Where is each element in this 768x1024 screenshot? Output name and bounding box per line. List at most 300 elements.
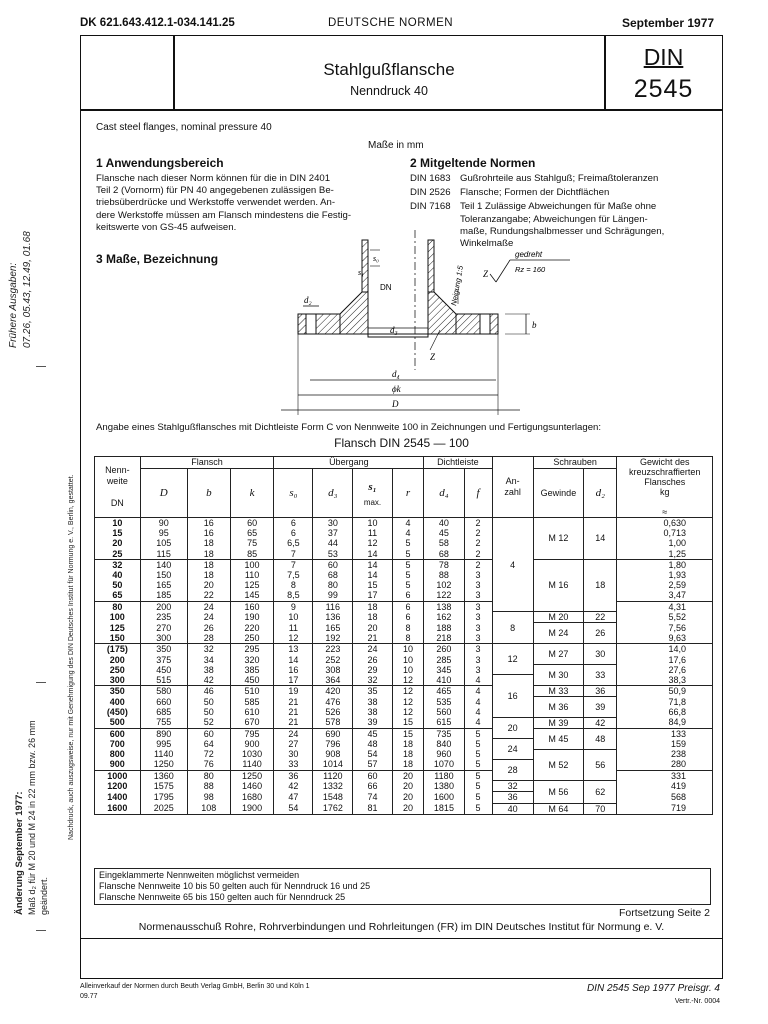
- cell-D: 1360: [140, 770, 187, 781]
- cell-s1: 48: [353, 739, 393, 749]
- cell-s0: 6: [274, 518, 313, 529]
- cell-b: 98: [187, 792, 230, 803]
- cell-f: 5: [464, 739, 492, 749]
- cell-s0: 6: [274, 528, 313, 538]
- cell-s0: 21: [274, 717, 313, 728]
- cell-dn: 1600: [95, 803, 141, 814]
- hub-section: [362, 240, 368, 292]
- cell-dn: 300: [95, 675, 141, 686]
- cell-d2: 30: [584, 644, 617, 665]
- table-row: [95, 686, 713, 697]
- cell-D: 150: [140, 570, 187, 580]
- table-row: [95, 559, 713, 570]
- cell-k: 1140: [230, 759, 273, 770]
- cell-s0: 36: [274, 770, 313, 781]
- cell-d2: 36: [584, 686, 617, 697]
- col-d4: d₄: [424, 468, 464, 517]
- bolt-hole-right: [480, 314, 490, 334]
- cell-f: 2: [464, 559, 492, 570]
- cell-r: 12: [392, 707, 424, 717]
- cell-d3: 116: [313, 601, 353, 612]
- earlier-editions-dates: 07.26, 05.43, 12.49, 01.68: [22, 231, 33, 348]
- cell-dn: 250: [95, 665, 141, 675]
- cell-bolt-count: 8: [492, 612, 533, 644]
- cell-s1: 66: [353, 781, 393, 792]
- col-anzahl: [492, 457, 533, 518]
- cell-d3: 99: [313, 590, 353, 601]
- cell-k: 250: [230, 633, 273, 644]
- group-flansch: Flansch: [140, 457, 274, 469]
- dimensions-table: [94, 456, 713, 815]
- col-b: b: [187, 468, 230, 517]
- cell-D: 995: [140, 739, 187, 749]
- cell-bolt-count: 16: [492, 675, 533, 717]
- col-dn-line: DN: [110, 498, 124, 508]
- cell-d4: 410: [424, 675, 464, 686]
- cell-d3: 1014: [313, 759, 353, 770]
- ref-text: Gußrohrteile aus Stahlguß; Freimaßtoleranzen: [460, 173, 659, 184]
- cell-weight: 66,8: [617, 707, 713, 717]
- cell-b: 22: [187, 590, 230, 601]
- cell-r: 5: [392, 538, 424, 548]
- cell-r: 10: [392, 654, 424, 664]
- col-gewinde: Gewinde: [533, 468, 583, 517]
- cell-D: 515: [140, 675, 187, 686]
- cell-k: 100: [230, 559, 273, 570]
- cell-dn: 80: [95, 601, 141, 612]
- cell-weight: 1,00: [617, 538, 713, 548]
- cell-bolt-count: 20: [492, 717, 533, 739]
- cell-dn: 125: [95, 623, 141, 633]
- cell-s1: 18: [353, 612, 393, 623]
- cell-s1: 54: [353, 749, 393, 759]
- cell-r: 6: [392, 590, 424, 601]
- cell-k: 125: [230, 580, 273, 590]
- cell-dn: 65: [95, 590, 141, 601]
- cell-dn: 1000: [95, 770, 141, 781]
- col-r: r: [392, 468, 424, 517]
- label-d2: d₂: [304, 295, 312, 305]
- cell-dn: 25: [95, 549, 141, 560]
- cell-f: 5: [464, 792, 492, 803]
- cell-d4: 68: [424, 549, 464, 560]
- table-row: [95, 623, 713, 633]
- cell-thread: M 30: [533, 665, 583, 686]
- cell-D: 450: [140, 665, 187, 675]
- margin-mark: [36, 930, 46, 931]
- bolt-hole-left: [306, 314, 316, 334]
- cell-D: 270: [140, 623, 187, 633]
- ref-text: Flansche; Formen der Dichtflächen: [460, 187, 610, 199]
- cell-r: 5: [392, 580, 424, 590]
- cell-s1: 29: [353, 665, 393, 675]
- cell-k: 510: [230, 686, 273, 697]
- col-k: k: [230, 468, 273, 517]
- cell-k: 190: [230, 612, 273, 623]
- cell-k: 160: [230, 601, 273, 612]
- cell-weight: 568: [617, 792, 713, 803]
- cell-f: 5: [464, 770, 492, 781]
- cell-d3: 44: [313, 538, 353, 548]
- cell-d4: 1600: [424, 792, 464, 803]
- cell-s0: 30: [274, 749, 313, 759]
- cell-f: 2: [464, 538, 492, 548]
- cell-s0: 21: [274, 697, 313, 707]
- cell-b: 28: [187, 633, 230, 644]
- cell-weight: 27,6: [617, 665, 713, 675]
- cell-d4: 218: [424, 633, 464, 644]
- cell-s0: 33: [274, 759, 313, 770]
- cell-k: 145: [230, 590, 273, 601]
- table-row: [95, 728, 713, 739]
- cell-d3: 1332: [313, 781, 353, 792]
- cell-D: 660: [140, 697, 187, 707]
- cell-s0: 8,5: [274, 590, 313, 601]
- table-row: [95, 675, 713, 686]
- cell-d4: 260: [424, 644, 464, 655]
- cell-k: 1680: [230, 792, 273, 803]
- cell-weight: 7,56: [617, 623, 713, 633]
- cell-b: 32: [187, 644, 230, 655]
- col-d2: d₂: [584, 468, 617, 517]
- cell-D: 235: [140, 612, 187, 623]
- cell-k: 110: [230, 570, 273, 580]
- cell-thread: M 24: [533, 623, 583, 644]
- cell-b: 20: [187, 580, 230, 590]
- cell-r: 18: [392, 749, 424, 759]
- cell-s1: 18: [353, 601, 393, 612]
- cell-dn: 600: [95, 728, 141, 739]
- cell-D: 300: [140, 633, 187, 644]
- group-uebergang: Übergang: [274, 457, 424, 469]
- cell-d4: 1380: [424, 781, 464, 792]
- cell-bolt-count: 12: [492, 644, 533, 675]
- cell-f: 4: [464, 686, 492, 697]
- footer-vertr: Vertr.-Nr. 0004: [674, 998, 720, 1005]
- cell-d2: 22: [584, 612, 617, 623]
- hub-section: [428, 240, 434, 292]
- cell-bolt-count: 4: [492, 518, 533, 612]
- cell-s0: 7: [274, 549, 313, 560]
- cell-b: 26: [187, 623, 230, 633]
- cell-d3: 578: [313, 717, 353, 728]
- cell-b: 50: [187, 697, 230, 707]
- cell-dn: 1400: [95, 792, 141, 803]
- cell-s1: 15: [353, 580, 393, 590]
- change-note-line1: Maß d₂ für M 20 und M 24 in 22 mm bzw. 26 mm: [27, 720, 37, 915]
- table-row: [95, 549, 713, 560]
- cell-d2: 18: [584, 559, 617, 611]
- label-finish: gedreht: [515, 250, 543, 259]
- col-gewicht-line: Gewicht des: [639, 457, 690, 467]
- cell-d4: 840: [424, 739, 464, 749]
- margin-mark: [36, 682, 46, 683]
- cell-b: 18: [187, 538, 230, 548]
- din-label: DIN: [643, 44, 684, 70]
- col-s1-label: s₁: [368, 480, 377, 493]
- cell-weight: 238: [617, 749, 713, 759]
- cell-r: 18: [392, 739, 424, 749]
- cell-f: 5: [464, 759, 492, 770]
- ref-code: DIN 1683: [410, 173, 451, 184]
- cell-d4: 78: [424, 559, 464, 570]
- table-row: [95, 570, 713, 580]
- cell-f: 3: [464, 590, 492, 601]
- cell-dn: 900: [95, 759, 141, 770]
- reprint-notice: Nachdruck, auch auszugsweise, nur mit Genehmigung des DIN Deutsches Institut für Normung e. V., Berlin, gestattet.: [68, 474, 75, 840]
- cell-dn: 800: [95, 749, 141, 759]
- cell-d4: 560: [424, 707, 464, 717]
- table-row: [95, 612, 713, 623]
- cell-f: 3: [464, 623, 492, 633]
- cell-r: 12: [392, 675, 424, 686]
- footer-print-date: 09.77: [80, 993, 98, 1000]
- committee: Normenausschuß Rohre, Rohrverbindungen und Rohrleitungen (FR) im DIN Deutsches Institut für Normung e. V.: [138, 921, 665, 933]
- cell-d4: 535: [424, 697, 464, 707]
- col-s1-max: max.: [363, 497, 382, 507]
- gasket-face: [368, 334, 428, 337]
- cell-f: 5: [464, 803, 492, 814]
- section-scope-line: Teil 2 (Vornorm) für PN 40 angegebenen zulässigen Be-: [96, 185, 334, 197]
- cell-f: 3: [464, 580, 492, 590]
- cell-weight: 280: [617, 759, 713, 770]
- col-dn-line: weite: [106, 476, 128, 486]
- cell-r: 8: [392, 633, 424, 644]
- cell-bolt-count: 24: [492, 739, 533, 759]
- cell-f: 3: [464, 601, 492, 612]
- cell-b: 80: [187, 770, 230, 781]
- cell-r: 6: [392, 612, 424, 623]
- cell-k: 795: [230, 728, 273, 739]
- cell-b: 34: [187, 654, 230, 664]
- cell-r: 18: [392, 759, 424, 770]
- table-note: Flansche Nennweite 65 bis 150 gelten auch für Nenndruck 25: [99, 892, 346, 902]
- cell-d4: 345: [424, 665, 464, 675]
- cell-b: 24: [187, 601, 230, 612]
- cell-D: 755: [140, 717, 187, 728]
- cell-f: 3: [464, 612, 492, 623]
- cell-D: 105: [140, 538, 187, 548]
- table-row: [95, 697, 713, 707]
- section-scope-line: triebsüberdrücke und Werkstoffe verwendet werden. An-: [96, 197, 336, 209]
- cell-k: 610: [230, 707, 273, 717]
- committee-divider: [80, 938, 723, 939]
- cell-dn: 10: [95, 518, 141, 529]
- cell-weight: 9,63: [617, 633, 713, 644]
- cell-k: 900: [230, 739, 273, 749]
- cell-r: 15: [392, 717, 424, 728]
- cell-d3: 476: [313, 697, 353, 707]
- cell-D: 350: [140, 644, 187, 655]
- cell-weight: 84,9: [617, 717, 713, 728]
- cell-f: 4: [464, 707, 492, 717]
- cell-s0: 24: [274, 728, 313, 739]
- cell-s0: 12: [274, 633, 313, 644]
- label-d4: d₄: [392, 369, 400, 379]
- cell-b: 46: [187, 686, 230, 697]
- cell-d3: 223: [313, 644, 353, 655]
- cell-d4: 58: [424, 538, 464, 548]
- label-d3: d₃: [390, 325, 398, 335]
- cell-weight: 419: [617, 781, 713, 792]
- cell-d3: 192: [313, 633, 353, 644]
- cell-thread: M 64: [533, 803, 583, 814]
- cell-d2: 62: [584, 781, 617, 803]
- label-s1: s₁: [358, 268, 364, 277]
- cell-d3: 53: [313, 549, 353, 560]
- cell-s0: 16: [274, 665, 313, 675]
- cell-s1: 14: [353, 570, 393, 580]
- cell-thread: M 16: [533, 559, 583, 611]
- cell-f: 3: [464, 570, 492, 580]
- table-row: [95, 792, 713, 803]
- cell-s1: 81: [353, 803, 393, 814]
- cell-D: 2025: [140, 803, 187, 814]
- cell-r: 4: [392, 518, 424, 529]
- cell-bolt-count: 28: [492, 759, 533, 780]
- group-dichtleiste: Dichtleiste: [424, 457, 492, 469]
- col-s0: s₀: [274, 468, 313, 517]
- cell-r: 20: [392, 781, 424, 792]
- cell-f: 3: [464, 633, 492, 644]
- cell-thread: M 20: [533, 612, 583, 623]
- cell-b: 88: [187, 781, 230, 792]
- cell-weight: 5,52: [617, 612, 713, 623]
- change-note-title: Änderung September 1977:: [14, 791, 25, 915]
- cell-f: 3: [464, 665, 492, 675]
- cell-weight: 331: [617, 770, 713, 781]
- cell-d4: 615: [424, 717, 464, 728]
- cell-f: 3: [464, 644, 492, 655]
- hub-taper: [340, 292, 368, 334]
- table-row: [95, 580, 713, 590]
- cell-s0: 47: [274, 792, 313, 803]
- cell-d3: 252: [313, 654, 353, 664]
- cell-weight: 1,80: [617, 559, 713, 570]
- label-s0: s₀: [373, 254, 379, 263]
- cell-d4: 1180: [424, 770, 464, 781]
- cell-D: 375: [140, 654, 187, 664]
- cell-s1: 26: [353, 654, 393, 664]
- cell-s1: 35: [353, 686, 393, 697]
- cell-dn: 100: [95, 612, 141, 623]
- footer-din-ref: DIN 2545 Sep 1977 Preisgr. 4: [586, 983, 720, 994]
- cell-s0: 27: [274, 739, 313, 749]
- section-dimensions-heading: 3 Maße, Bezeichnung: [96, 252, 219, 266]
- section-scope: [96, 156, 402, 234]
- cell-d3: 526: [313, 707, 353, 717]
- cell-s1: 39: [353, 717, 393, 728]
- ref-text: Winkelmaße: [460, 238, 514, 250]
- col-f: f: [464, 468, 492, 517]
- label-D: D: [392, 399, 399, 409]
- document-title: Stahlgußflansche: [323, 60, 455, 79]
- cell-s1: 17: [353, 590, 393, 601]
- table-row: [95, 739, 713, 749]
- cell-k: 1900: [230, 803, 273, 814]
- cell-r: 20: [392, 770, 424, 781]
- cell-b: 50: [187, 707, 230, 717]
- cell-d3: 60: [313, 559, 353, 570]
- cell-f: 5: [464, 749, 492, 759]
- col-anzahl-line: An-: [505, 476, 520, 486]
- cell-b: 76: [187, 759, 230, 770]
- cell-D: 1140: [140, 749, 187, 759]
- earlier-editions-title: Frühere Ausgaben:: [8, 262, 19, 348]
- cell-dn: 500: [95, 717, 141, 728]
- col-gewicht-line: kg: [659, 487, 670, 497]
- cell-weight: 50,9: [617, 686, 713, 697]
- cell-D: 185: [140, 590, 187, 601]
- cell-weight: 14,0: [617, 644, 713, 655]
- cell-b: 64: [187, 739, 230, 749]
- cell-d3: 68: [313, 570, 353, 580]
- col-gewicht-line: kreuzschraffierten: [629, 467, 701, 477]
- cell-b: 60: [187, 728, 230, 739]
- cell-d2: 70: [584, 803, 617, 814]
- ref-text: Toleranzangabe; Abweichungen für Längen-: [460, 213, 648, 225]
- cell-f: 5: [464, 781, 492, 792]
- cell-r: 20: [392, 792, 424, 803]
- cell-weight: 719: [617, 803, 713, 814]
- cell-d2: 56: [584, 749, 617, 781]
- table-row: [95, 803, 713, 814]
- table-row: [95, 717, 713, 728]
- cell-dn: 32: [95, 559, 141, 570]
- cell-weight: 17,6: [617, 654, 713, 664]
- din-number: 2545: [633, 75, 694, 103]
- cell-f: 2: [464, 549, 492, 560]
- cell-d3: 908: [313, 749, 353, 759]
- col-anzahl-line: zahl: [504, 487, 521, 497]
- cell-D: 140: [140, 559, 187, 570]
- table-row: [95, 781, 713, 792]
- cell-thread: M 56: [533, 781, 583, 803]
- cell-k: 75: [230, 538, 273, 548]
- cell-b: 42: [187, 675, 230, 686]
- cell-d3: 420: [313, 686, 353, 697]
- cell-D: 1575: [140, 781, 187, 792]
- cell-bolt-count: 36: [492, 792, 533, 803]
- cell-dn: 150: [95, 633, 141, 644]
- flange-ring-right: [456, 314, 498, 334]
- label-finish-z: Z: [483, 269, 489, 279]
- cell-d3: 80: [313, 580, 353, 590]
- issue-date: September 1977: [622, 16, 715, 30]
- cell-r: 12: [392, 686, 424, 697]
- group-schrauben: Schrauben: [533, 457, 617, 469]
- label-finish-value: Rz = 160: [515, 265, 546, 274]
- cell-weight: 3,47: [617, 590, 713, 601]
- cell-weight: 4,31: [617, 601, 713, 612]
- flange-ring-left: [298, 314, 340, 334]
- cell-dn: (175): [95, 644, 141, 655]
- cell-d3: 1762: [313, 803, 353, 814]
- cell-weight: 2,59: [617, 580, 713, 590]
- cell-d4: 188: [424, 623, 464, 633]
- cell-d3: 364: [313, 675, 353, 686]
- cell-dn: 20: [95, 538, 141, 548]
- table-body: [95, 518, 713, 815]
- cell-s0: 7,5: [274, 570, 313, 580]
- cell-d4: 45: [424, 528, 464, 538]
- cell-r: 10: [392, 665, 424, 675]
- cell-thread: M 12: [533, 518, 583, 560]
- cell-d4: 40: [424, 518, 464, 529]
- ref-code: DIN 7168: [410, 201, 451, 213]
- cell-D: 165: [140, 580, 187, 590]
- section-references-heading: 2 Mitgeltende Normen: [410, 156, 536, 170]
